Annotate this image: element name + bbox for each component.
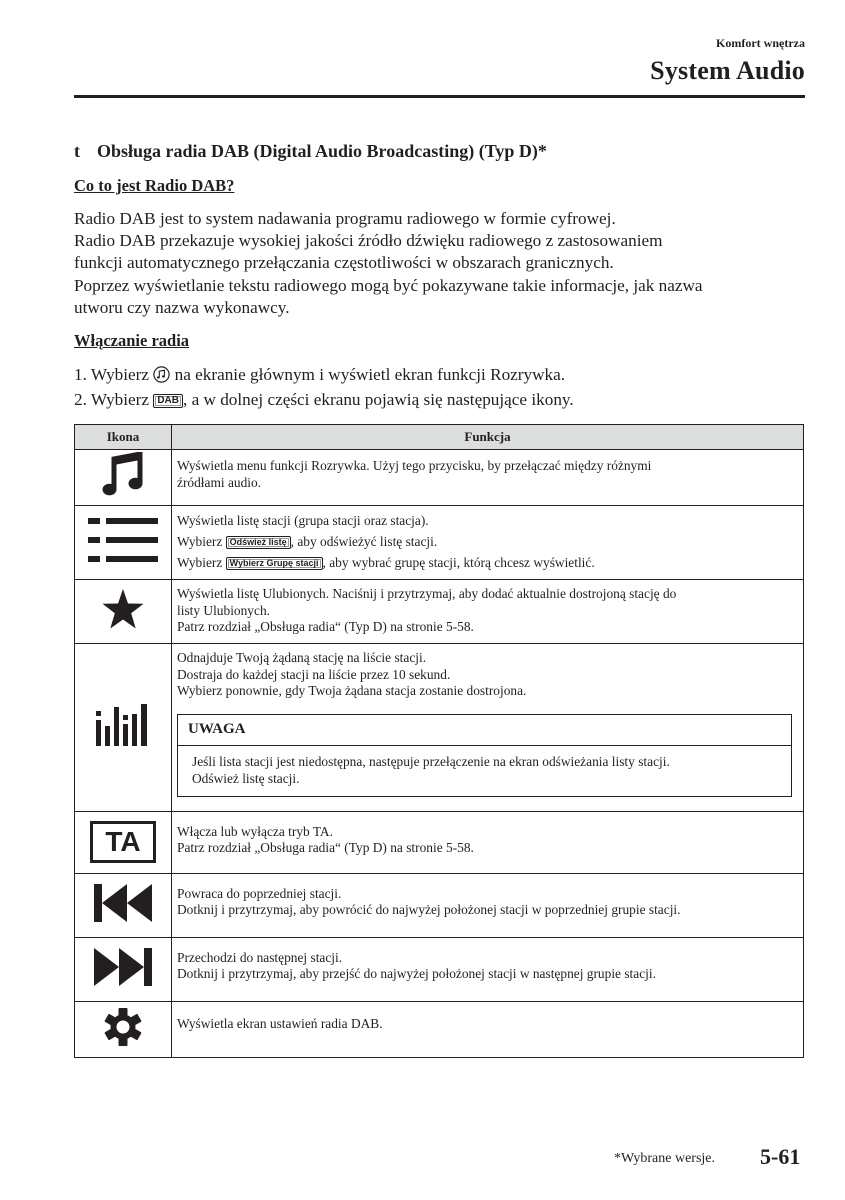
step-1 — [74, 364, 574, 389]
function-text-part: Wybierz — [177, 555, 226, 570]
description-line: utworu czy nazwa wykonawcy. — [74, 297, 290, 317]
description-line: funkcji automatycznego przełączania częstotliwości w obszarach granicznych. — [74, 253, 614, 273]
subheading-turn-on-radio: Włączanie radia — [74, 331, 190, 350]
function-text: listy Ulubionych. — [177, 602, 270, 618]
table-row — [75, 811, 804, 873]
function-text-part: , aby wybrać grupę stacji, którą chcesz wyświetlić. — [322, 555, 595, 570]
chapter-label: Komfort wnętrza — [716, 36, 805, 50]
subheading-what-is-dab: Co to jest Radio DAB? — [74, 176, 235, 195]
station-list-icon[interactable] — [88, 549, 158, 566]
column-header-function: Funkcja — [172, 425, 804, 450]
ta-icon[interactable]: TA — [90, 821, 156, 863]
section-bullet: t — [74, 141, 80, 161]
function-cell — [172, 506, 804, 580]
icons-table — [74, 424, 804, 1058]
description-line: Radio DAB jest to system nadawania programu radiowego w formie cyfrowej. — [74, 209, 616, 228]
function-text: Patrz rozdział „Obsługa radia“ (Typ D) na stronie 5-58. — [177, 619, 474, 635]
note-title: UWAGA — [178, 715, 791, 747]
function-cell — [172, 937, 804, 1001]
icon-cell — [75, 506, 172, 580]
function-cell — [172, 811, 804, 873]
note-text: Jeśli lista stacji jest niedostępna, następuje przełączenie na ekran odświeżania listy stacji. — [192, 754, 670, 770]
table-row — [75, 580, 804, 644]
section-title-text: Obsługa radia DAB (Digital Audio Broadcasting) (Typ D)* — [97, 141, 547, 161]
steps-list — [74, 364, 574, 411]
previous-station-icon[interactable] — [94, 909, 152, 926]
table-row — [75, 450, 804, 506]
step-text: 2. Wybierz — [74, 390, 154, 409]
table-row — [75, 873, 804, 937]
scan-icon[interactable] — [96, 733, 150, 750]
page-number: 5-61 — [760, 1144, 801, 1169]
music-note-icon[interactable] — [101, 485, 145, 502]
icon-cell — [75, 450, 172, 506]
note-text: Odśwież listę stacji. — [192, 770, 300, 786]
table-row — [75, 506, 804, 580]
note-body — [178, 746, 791, 795]
function-text: Wyświetla ekran ustawień radia DAB. — [177, 1015, 383, 1031]
function-text: Włącza lub wyłącza tryb TA. — [177, 823, 333, 839]
gear-icon[interactable] — [103, 1034, 143, 1051]
function-text: Wyświetla menu funkcji Rozrywka. Użyj tego przycisku, by przełączać między różnymi — [177, 458, 652, 473]
description-line: Poprzez wyświetlanie tekstu radiowego mogą być pokazywane takie informacje, jak nazwa — [74, 275, 703, 295]
table-row — [75, 644, 804, 812]
function-text: Powraca do poprzedniej stacji. — [177, 885, 342, 901]
function-text: Wybierz ponownie, gdy Twoja żądana stacja zostanie dostrojona. — [177, 683, 527, 699]
next-station-icon[interactable] — [94, 973, 152, 990]
note-box — [177, 714, 792, 797]
music-note-circle-icon — [153, 366, 170, 389]
table-row — [75, 1001, 804, 1057]
function-text — [177, 552, 798, 573]
step-text: , a w dolnej części ekranu pojawią się następujące ikony. — [182, 390, 574, 409]
icon-cell — [75, 1001, 172, 1057]
function-text-part: Wybierz — [177, 534, 226, 549]
icon-cell — [75, 811, 172, 873]
page-title: System Audio — [650, 56, 805, 85]
function-text: Odnajduje Twoją żądaną stację na liście stacji. — [177, 650, 427, 665]
dab-description — [74, 208, 814, 319]
function-text — [177, 531, 798, 552]
function-cell — [172, 644, 804, 812]
table-header-row — [75, 425, 804, 450]
column-header-icon: Ikona — [75, 425, 172, 450]
footer-note: *Wybrane wersje. — [614, 1151, 716, 1166]
refresh-list-button[interactable]: Odśwież listę — [226, 536, 291, 549]
function-text: Dostraja do każdej stacji na liście przez 10 sekund. — [177, 666, 451, 682]
step-text: 1. Wybierz — [74, 365, 154, 384]
icon-cell — [75, 873, 172, 937]
function-cell — [172, 1001, 804, 1057]
icon-cell — [75, 580, 172, 644]
function-text: źródłami audio. — [177, 474, 262, 490]
function-cell — [172, 873, 804, 937]
star-icon[interactable] — [102, 616, 144, 633]
table-row — [75, 937, 804, 1001]
function-text-part: , aby odświeżyć listę stacji. — [290, 534, 438, 549]
step-2 — [74, 389, 574, 411]
dab-button[interactable]: DAB — [153, 394, 183, 408]
function-text: Przechodzi do następnej stacji. — [177, 949, 343, 965]
function-cell — [172, 450, 804, 506]
section-title — [74, 141, 547, 162]
function-text: Wyświetla listę stacji (grupa stacji oraz stacja). — [177, 513, 429, 528]
step-text: na ekranie głównym i wyświetl ekran funkcji Rozrywka. — [170, 365, 566, 384]
header-divider — [74, 95, 805, 98]
function-cell — [172, 580, 804, 644]
select-station-group-button[interactable]: Wybierz Grupę stacji — [226, 557, 323, 570]
function-text: Patrz rozdział „Obsługa radia“ (Typ D) na stronie 5-58. — [177, 840, 474, 856]
description-line: Radio DAB przekazuje wysokiej jakości źródło dźwięku radiowego z zastosowaniem — [74, 231, 663, 251]
function-text: Dotknij i przytrzymaj, aby powrócić do najwyżej położonej stacji w poprzedniej grupie stacji. — [177, 902, 681, 918]
icon-cell — [75, 937, 172, 1001]
function-text: Dotknij i przytrzymaj, aby przejść do najwyżej położonej stacji w następnej grupie stacji. — [177, 966, 656, 982]
function-text: Wyświetla listę Ulubionych. Naciśnij i przytrzymaj, aby dodać aktualnie dostrojoną stację do — [177, 586, 677, 601]
icon-cell — [75, 644, 172, 812]
